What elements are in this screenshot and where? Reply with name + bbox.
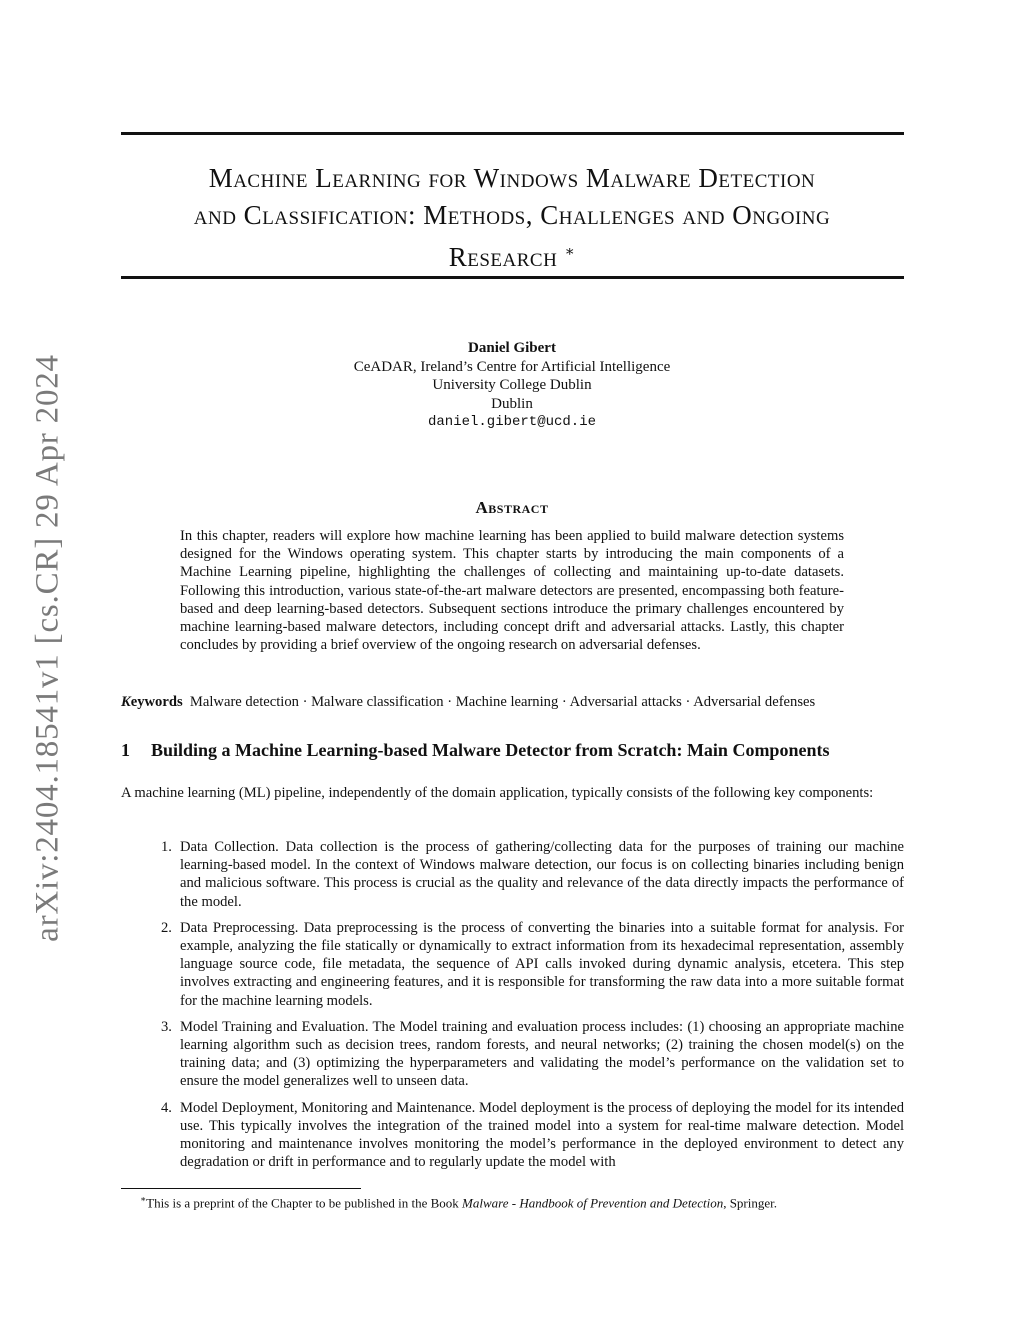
footnote-mark: ∗: [140, 1194, 147, 1204]
title-line-2: and Classification: Methods, Challenges and Ongoing: [193, 200, 831, 230]
section-1-number: 1: [121, 740, 130, 760]
section-1-title: Building a Machine Learning-based Malware Detector from Scratch: Main Components: [151, 740, 830, 760]
keywords-label-rest: eywords: [130, 694, 183, 710]
author-city: Dublin: [491, 395, 533, 412]
author-affiliation: CeADAR, Ireland’s Centre for Artificial Intelligence: [353, 358, 671, 375]
section-1-heading: [121, 740, 911, 761]
keywords-text: Malware detection · Malware classification · Machine learning · Adversarial attacks · Adversarial defenses: [189, 694, 816, 710]
footnote: [140, 1191, 910, 1211]
list-item: [121, 1018, 904, 1091]
keywords-line: [121, 693, 904, 711]
title-top-rule: [121, 132, 904, 135]
footnote-book-title: Malware - Handbook of Prevention and Detection: [462, 1195, 724, 1211]
title-line-3: Research: [448, 242, 558, 272]
keywords-label-initial: K: [121, 694, 131, 710]
author-block: [200, 339, 824, 432]
list-item-text: Model Training and Evaluation. The Model training and evaluation process includes: (1) choosing an appropriate machine learning algorithm such as decision trees, random forests, and neural networks; (2) training the chosen model(s) on the training data; and (3) optimizing the hyperparameters and validating the model’s performance on the validation set to ensure the model generalizes well to unseen data.: [180, 1018, 904, 1090]
paper-title: [100, 160, 924, 276]
author-email: daniel.gibert@ucd.ie: [427, 414, 597, 430]
footnote-suffix: , Springer.: [723, 1195, 778, 1211]
title-bottom-rule: [121, 276, 904, 279]
footnote-rule: [121, 1188, 361, 1189]
arxiv-stamp: arXiv:2404.18541v1 [cs.CR] 29 Apr 2024: [29, 354, 66, 942]
abstract-text: In this chapter, readers will explore how machine learning has been applied to build malware detection systems designed for the Windows operating system. This chapter starts by introducing the main components of a Machine Learning pipeline, highlighting the challenges of collecting and maintaining up-to-date datasets. Following this introduction, various state-of-the-art malware detectors are presented, encompassing both feature-based and deep learning-based detectors. Subsequent sections introduce the primary challenges encountered by machine learning-based malware detectors, including concept drift and adversarial attacks. Lastly, this chapter concludes by providing a brief overview of the ongoing research on adversarial defenses.: [180, 528, 844, 654]
list-item-number: 3.: [161, 1018, 172, 1035]
keywords-label: [121, 694, 183, 710]
author-university: University College Dublin: [432, 377, 592, 393]
list-item-number: 1.: [161, 839, 172, 855]
footnote-prefix: This is a preprint of the Chapter to be published in the Book: [146, 1195, 463, 1211]
list-item-text: Model Deployment, Monitoring and Maintenance. Model deployment is the process of deploying the model for its intended use. This typically involves the integration of the trained model into a system for real-time malware detection. Model monitoring and maintenance involves monitoring the model’s performance in the deployed environment to detect any degradation or drift in performance and to regularly update the model with: [180, 1099, 904, 1171]
list-item: [121, 1099, 904, 1172]
list-item-number: 2.: [161, 919, 172, 936]
list-item-text: Data Collection. Data collection is the process of gathering/collecting data for the purposes of training our machine learning-based model. In the context of Windows malware detection, our focus is on collecting binaries including benign and malicious software. This process is crucial as the quality and relevance of the data directly impacts the performance of the model.: [180, 839, 904, 910]
list-item-number: 4.: [161, 1099, 172, 1116]
list-item-text: Data Preprocessing. Data preprocessing is the process of converting the binaries into a suitable format for analysis. For example, analyzing the file statically or dynamically to extract information from its hexadecimal representation, assembly language source code, file metadata, the sequence of API calls invoked during dynamic analysis, etcetera. This step involves extracting and engineering features, and it is responsible for transforming the raw data into a more suitable format for the machine learning models.: [180, 919, 904, 1009]
author-name: Daniel Gibert: [468, 340, 556, 356]
title-footnote-mark: ∗: [564, 244, 576, 260]
abstract-heading: Abstract: [475, 498, 549, 517]
title-line-1: Machine Learning for Windows Malware Detection: [208, 163, 816, 193]
list-item: [121, 838, 904, 911]
list-item: [121, 919, 904, 1010]
component-list: [121, 838, 904, 1179]
section-1-intro: A machine learning (ML) pipeline, independently of the domain application, typically consists of the following key components:: [121, 785, 874, 801]
